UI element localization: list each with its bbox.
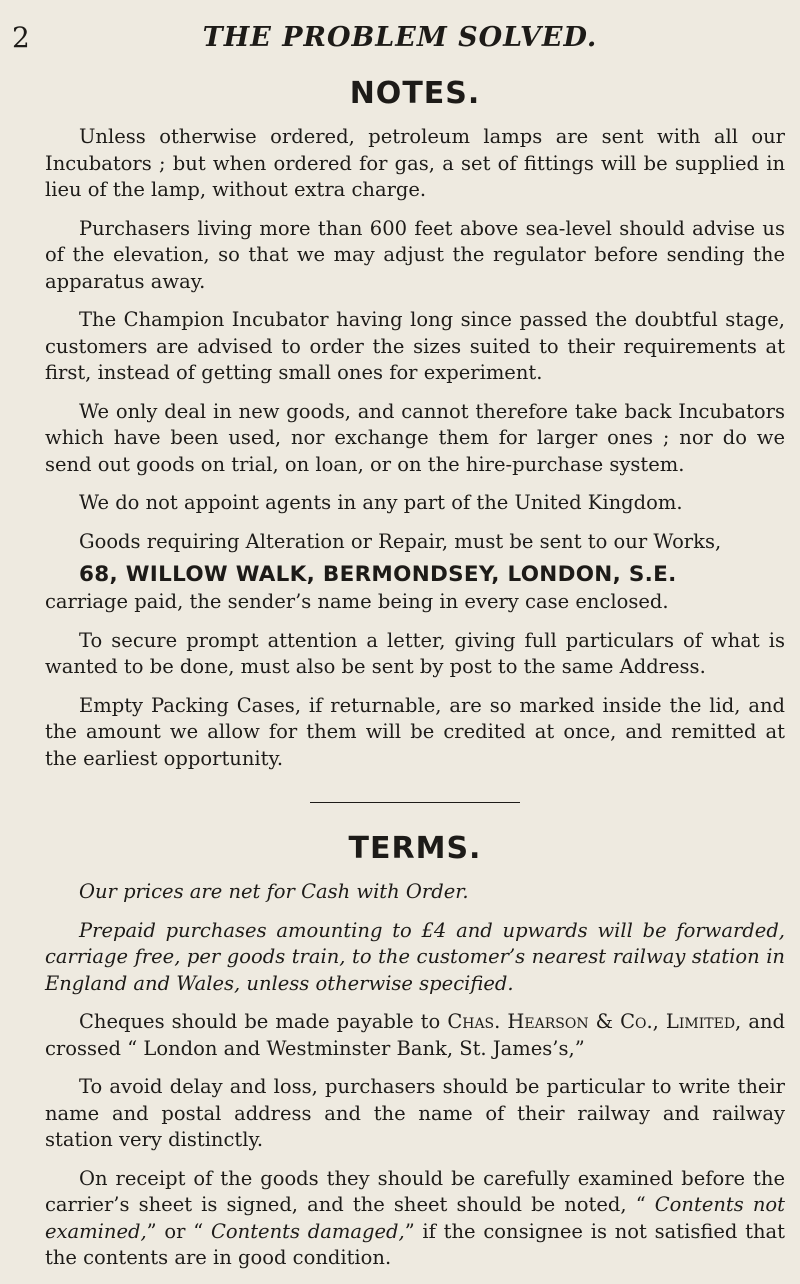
receipt-quote-damaged: Contents damaged, bbox=[210, 1219, 405, 1243]
prices-note-text: Our prices are net for Cash with Order. bbox=[79, 880, 469, 903]
receipt-suffix: ” if the consignee is not satisfied that the contents are in good condition. bbox=[45, 1219, 785, 1269]
works-address: 68, WILLOW WALK, BERMONDSEY, LONDON, S.E. bbox=[79, 562, 677, 587]
section-divider bbox=[310, 802, 520, 803]
notes-paragraph: Unless otherwise ordered, petroleum lamps are sent with all our Incubators ; but when ordered for gas, a set of fittings will be supplied in lieu of the lamp, without extra charge. bbox=[45, 125, 785, 201]
running-title: THE PROBLEM SOLVED. bbox=[202, 22, 598, 53]
notes-paragraph: We do not appoint agents in any part of the United Kingdom. bbox=[79, 491, 683, 514]
cheques-prefix: Cheques should be made payable to bbox=[79, 1010, 448, 1033]
notes-heading: NOTES. bbox=[349, 76, 481, 111]
terms-prices-note bbox=[45, 879, 785, 906]
address-continuation: carriage paid, the sender’s name being in every case enclosed. bbox=[45, 590, 669, 613]
receipt-quote-not-examined: Contents not examined, bbox=[45, 1193, 785, 1243]
terms-heading: TERMS. bbox=[348, 831, 482, 866]
terms-cheques bbox=[45, 1009, 785, 1062]
notes-paragraph: We only deal in new goods, and cannot therefore take back Incubators which have been used, nor exchange them for larger ones ; nor do we send out goods on trial, on loan, or on the hire-purchase system. bbox=[45, 399, 785, 476]
page-header bbox=[0, 18, 800, 58]
notes-paragraph: The Champion Incubator having long since passed the doubtful stage, customers are advised to order the sizes suited to their requirements at first, instead of getting small ones for experiment. bbox=[45, 308, 785, 384]
receipt-mid: ” or “ bbox=[146, 1219, 211, 1243]
page-number: 2 bbox=[12, 21, 30, 54]
notes-paragraph: To secure prompt attention a letter, giving full particulars of what is wanted to be done, must also be sent by post to the same Address. bbox=[45, 628, 785, 678]
terms-receipt bbox=[45, 1166, 785, 1272]
notes-paragraph: Goods requiring Alteration or Repair, must be sent to our Works, bbox=[79, 529, 722, 553]
terms-prepaid bbox=[45, 918, 785, 998]
terms-delay: To avoid delay and loss, purchasers should be particular to write their name and postal address and the name of their railway and railway station very distinctly. bbox=[45, 1075, 785, 1151]
prepaid-text: Prepaid purchases amounting to £4 and upwards will be forwarded, carriage free, per goods train, to the customer’s nearest railway station in England and Wales, unless otherwise specified. bbox=[45, 918, 785, 995]
page-body bbox=[45, 76, 785, 1284]
receipt-prefix: On receipt of the goods they should be carefully examined before the carrier’s sheet is signed, and the sheet should be noted, “ bbox=[45, 1166, 785, 1216]
cheques-payee: Chas. Hearson & Co., Limited, bbox=[447, 1010, 742, 1033]
cheques-suffix: and crossed “ London and Westminster Bank, St. James’s,” bbox=[45, 1010, 785, 1060]
notes-paragraph: Empty Packing Cases, if returnable, are so marked inside the lid, and the amount we allow for them will be credited at once, and remitted at the earliest opportunity. bbox=[45, 693, 785, 770]
notes-paragraph: Purchasers living more than 600 feet above sea-level should advise us of the elevation, so that we may adjust the regulator before sending the apparatus away. bbox=[45, 216, 785, 293]
